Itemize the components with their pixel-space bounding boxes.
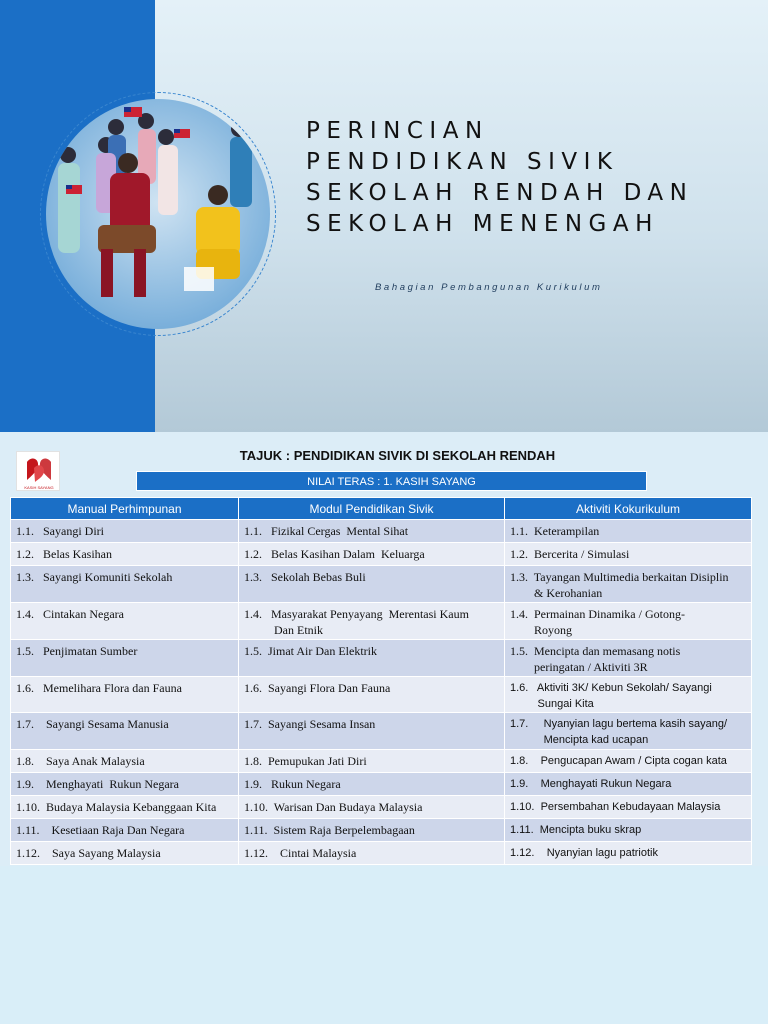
table-row: [11, 566, 752, 603]
manual-cell: 1.1. Sayangi Diri: [11, 520, 239, 543]
cover-subtitle: Bahagian Pembangunan Kurikulum: [375, 282, 603, 293]
aktiviti-cell: 1.8. Pengucapan Awam / Cipta cogan kata: [505, 750, 752, 773]
modul-cell: 1.4. Masyarakat Penyayang Merentasi Kaum Dan Etnik: [239, 603, 505, 640]
content-slide: [0, 432, 768, 866]
table-row: [11, 543, 752, 566]
table-row: [11, 842, 752, 865]
aktiviti-cell: 1.11. Mencipta buku skrap: [505, 819, 752, 842]
aktiviti-cell: 1.7. Nyanyian lagu bertema kasih sayang/ Mencipta kad ucapan: [505, 713, 752, 750]
manual-cell: 1.6. Memelihara Flora dan Fauna: [11, 677, 239, 713]
modul-cell: 1.2. Belas Kasihan Dalam Keluarga: [239, 543, 505, 566]
slide-title: TAJUK : PENDIDIKAN SIVIK DI SEKOLAH RENDAH: [239, 448, 556, 463]
manual-cell: 1.10. Budaya Malaysia Kebanggaan Kita: [11, 796, 239, 819]
modul-cell: 1.12. Cintai Malaysia: [239, 842, 505, 865]
aktiviti-cell: 1.3. Tayangan Multimedia berkaitan Disiplin & Kerohanian: [505, 566, 752, 603]
table-row: [11, 713, 752, 750]
modul-cell: 1.9. Rukun Negara: [239, 773, 505, 796]
manual-cell: 1.4. Cintakan Negara: [11, 603, 239, 640]
modul-cell: 1.1. Fizikal Cergas Mental Sihat: [239, 520, 505, 543]
civics-table: [10, 497, 752, 865]
cover-title: [306, 116, 693, 240]
aktiviti-cell: 1.2. Bercerita / Simulasi: [505, 543, 752, 566]
table-row: [11, 773, 752, 796]
aktiviti-cell: 1.10. Persembahan Kebudayaan Malaysia: [505, 796, 752, 819]
table-row: [11, 677, 752, 713]
title-line-3: SEKOLAH RENDAH DAN: [306, 180, 694, 206]
manual-cell: 1.12. Saya Sayang Malaysia: [11, 842, 239, 865]
aktiviti-cell: 1.12. Nyanyian lagu patriotik: [505, 842, 752, 865]
table-row: [11, 750, 752, 773]
table-row: [11, 640, 752, 677]
manual-cell: 1.3. Sayangi Komuniti Sekolah: [11, 566, 239, 603]
students-illustration: [46, 99, 270, 329]
manual-cell: 1.5. Penjimatan Sumber: [11, 640, 239, 677]
title-line-2: PENDIDIKAN SIVIK: [306, 149, 619, 175]
aktiviti-cell: 1.4. Permainan Dinamika / Gotong- Royong: [505, 603, 752, 640]
table-row: [11, 603, 752, 640]
modul-cell: 1.11. Sistem Raja Berpelembagaan: [239, 819, 505, 842]
modul-cell: 1.7. Sayangi Sesama Insan: [239, 713, 505, 750]
col-header-modul: Modul Pendidikan Sivik: [239, 498, 505, 520]
title-line-1: PERINCIAN: [306, 118, 489, 144]
manual-cell: 1.7. Sayangi Sesama Manusia: [11, 713, 239, 750]
table-header-row: [11, 498, 752, 520]
manual-cell: 1.2. Belas Kasihan: [11, 543, 239, 566]
aktiviti-cell: 1.5. Mencipta dan memasang notis peringatan / Aktiviti 3R: [505, 640, 752, 677]
aktiviti-cell: 1.6. Aktiviti 3K/ Kebun Sekolah/ Sayangi Sungai Kita: [505, 677, 752, 713]
aktiviti-cell: 1.1. Keterampilan: [505, 520, 752, 543]
aktiviti-cell: 1.9. Menghayati Rukun Negara: [505, 773, 752, 796]
title-line-4: SEKOLAH MENENGAH: [306, 211, 659, 237]
students-photo: [46, 99, 270, 329]
col-header-aktiviti: Aktiviti Kokurikulum: [505, 498, 752, 520]
nilai-teras-bar: NILAI TERAS : 1. KASIH SAYANG: [136, 471, 647, 491]
modul-cell: 1.10. Warisan Dan Budaya Malaysia: [239, 796, 505, 819]
modul-cell: 1.5. Jimat Air Dan Elektrik: [239, 640, 505, 677]
manual-cell: 1.8. Saya Anak Malaysia: [11, 750, 239, 773]
table-body: [11, 520, 752, 865]
manual-cell: 1.11. Kesetiaan Raja Dan Negara: [11, 819, 239, 842]
modul-cell: 1.3. Sekolah Bebas Buli: [239, 566, 505, 603]
cover-slide: [0, 0, 768, 432]
modul-cell: 1.6. Sayangi Flora Dan Fauna: [239, 677, 505, 713]
table-row: [11, 819, 752, 842]
table-row: [11, 796, 752, 819]
col-header-manual: Manual Perhimpunan: [11, 498, 239, 520]
modul-cell: 1.8. Pemupukan Jati Diri: [239, 750, 505, 773]
manual-cell: 1.9. Menghayati Rukun Negara: [11, 773, 239, 796]
table-row: [11, 520, 752, 543]
logo-caption: KASIH SAYANG: [24, 485, 54, 490]
